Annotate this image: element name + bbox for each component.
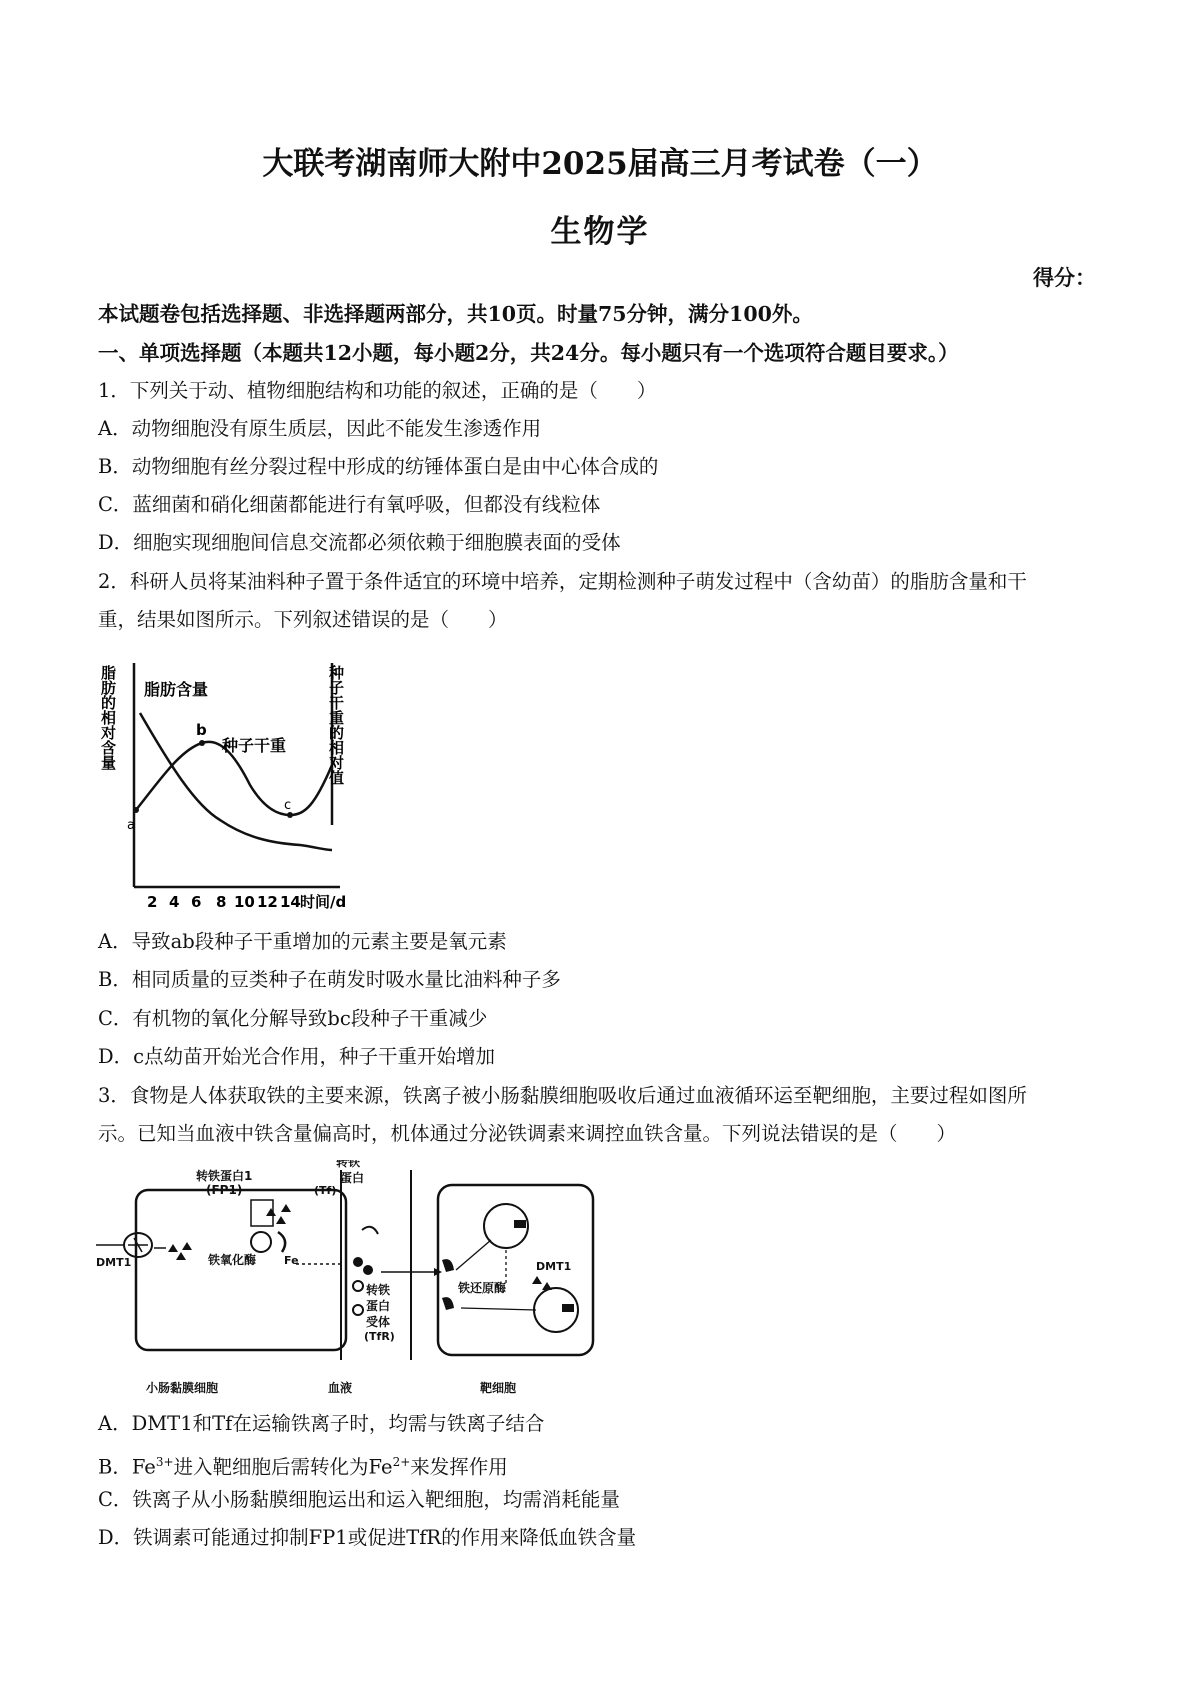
intestine-cell-outline (136, 1190, 346, 1350)
q3-option-b-part2: 进入靶细胞后需转化为Fe (173, 1455, 393, 1479)
ferroxidase-shape (251, 1232, 271, 1252)
q3-stem-line1: 3．食物是人体获取铁的主要来源，铁离子被小肠黏膜细胞吸收后通过血液循环运至靶细胞，主要过程如图所 (98, 1084, 1027, 1107)
section-heading: 一、单项选择题（本题共12小题，每小题2分，共24分。每小题只有一个选项符合题目要求。） (98, 341, 959, 365)
q3-option-b-part1: B．Fe (98, 1455, 156, 1479)
label-tfr-line4: (TfR) (364, 1330, 395, 1343)
exam-title: 大联考湖南师大附中2025届高三月考试卷（一） (262, 146, 938, 182)
q3-option-d: D．铁调素可能通过抑制FP1或促进TfR的作用来降低血铁含量 (98, 1526, 637, 1549)
q1-option-b: B．动物细胞有丝分裂过程中形成的纺锤体蛋白是由中心体合成的 (98, 455, 659, 478)
diagram-labels (96, 1160, 571, 1395)
point-a-label: a (127, 818, 135, 833)
fe3-superscript: 3+ (155, 1455, 174, 1469)
label-dmt1-right: DMT1 (536, 1260, 572, 1273)
series-label-dry-weight: 种子干重 (222, 736, 287, 755)
q2-option-d: D．c点幼苗开始光合作用，种子干重开始增加 (98, 1045, 496, 1068)
x-axis-label: 时间/d (300, 893, 347, 911)
x-tick-10: 10 (234, 893, 255, 911)
label-intestine-cell: 小肠黏膜细胞 (146, 1381, 219, 1395)
label-tfr-line3: 受体 (366, 1315, 391, 1329)
q2-chart-svg (100, 655, 410, 915)
label-tfr-line1: 转铁 (366, 1283, 391, 1297)
fat-content-curve (140, 713, 332, 850)
point-a-marker (133, 807, 139, 813)
y-axis-right-label: 种子干重的相对值 (327, 665, 345, 785)
q2-option-c: C．有机物的氧化分解导致bc段种子干重减少 (98, 1007, 488, 1030)
endosome-top-receptor (514, 1220, 526, 1228)
q2-option-b: B．相同质量的豆类种子在萌发时吸水量比油料种子多 (98, 968, 561, 991)
q3-diagram (96, 1160, 606, 1400)
q2-stem-line2: 重，结果如图所示。下列叙述错误的是（ ） (98, 608, 508, 631)
label-tf-line2: 蛋白 (340, 1171, 365, 1185)
series-label-fat: 脂肪含量 (144, 680, 209, 699)
q3-stem-line2: 示。已知当血液中铁含量偏高时，机体通过分泌铁调素来调控血铁含量。下列说法错误的是（ ） (98, 1122, 957, 1145)
tfr-receptors (442, 1259, 454, 1310)
label-fp1-line1: 转铁蛋白1 (196, 1169, 253, 1183)
q2-stem-line1: 2．科研人员将某油料种子置于条件适宜的环境中培养，定期检测种子萌发过程中（含幼苗）的脂肪含量和干 (98, 570, 1027, 593)
point-c-label: c (284, 798, 292, 813)
q2-chart (100, 655, 410, 915)
dmt1-left-detail (128, 1238, 148, 1252)
x-tick-8: 8 (216, 893, 227, 911)
label-tfr-line2: 蛋白 (366, 1299, 391, 1313)
fe2-superscript: 2+ (392, 1455, 411, 1469)
label-dmt1-left: DMT1 (96, 1256, 132, 1269)
x-tick-4: 4 (169, 893, 180, 911)
label-target-cell: 靶细胞 (480, 1381, 517, 1395)
fe-release-arrow (278, 1232, 285, 1252)
label-blood: 血液 (328, 1381, 353, 1395)
x-tick-12: 12 (257, 893, 278, 911)
score-label: 得分： (1033, 265, 1096, 290)
q1-option-d: D．细胞实现细胞间信息交流都必须依赖于细胞膜表面的受体 (98, 531, 621, 554)
endosome-bottom-receptor (562, 1304, 574, 1312)
arrow-endocytosis (456, 1240, 491, 1270)
arrow-recycle (461, 1308, 536, 1310)
label-reductase: 铁还原酶 (458, 1281, 507, 1295)
q2-option-a: A．导致ab段种子干重增加的元素主要是氧元素 (98, 930, 507, 953)
label-tf-line1: 转铁 (336, 1160, 361, 1169)
q3-option-c: C．铁离子从小肠黏膜细胞运出和运入靶细胞，均需消耗能量 (98, 1488, 620, 1511)
subject-title: 生物学 (550, 214, 650, 250)
q1-option-a: A．动物细胞没有原生质层，因此不能发生渗透作用 (98, 417, 542, 440)
q3-diagram-svg (96, 1160, 606, 1400)
q1-option-c: C．蓝细菌和硝化细菌都能进行有氧呼吸，但都没有线粒体 (98, 493, 601, 516)
label-ferroxidase: 铁氧化酶 (208, 1253, 257, 1267)
q3-option-a: A．DMT1和Tf在运输铁离子时，均需与铁离子结合 (98, 1412, 545, 1435)
q3-option-b-part3: 来发挥作用 (410, 1455, 508, 1479)
iron-triangles-right (532, 1276, 552, 1290)
label-fp1-line2: (FP1) (206, 1183, 243, 1197)
q1-stem: 1．下列关于动、植物细胞结构和功能的叙述，正确的是（ ） (98, 379, 657, 402)
y-axis-left-label: 脂肪的相对含量 (100, 665, 117, 770)
point-b-marker (199, 740, 205, 746)
instructions: 本试题卷包括选择题、非选择题两部分，共10页。时量75分钟，满分100外。 (98, 302, 813, 326)
x-tick-14: 14 (280, 893, 301, 911)
point-b-label: b (196, 721, 207, 739)
q3-option-b (98, 1448, 1108, 1482)
x-tick-6: 6 (191, 893, 202, 911)
label-tf-line3: (Tf) (314, 1184, 337, 1197)
label-fe: Fe (284, 1254, 299, 1267)
x-tick-labels (147, 893, 301, 911)
x-tick-2: 2 (147, 893, 158, 911)
